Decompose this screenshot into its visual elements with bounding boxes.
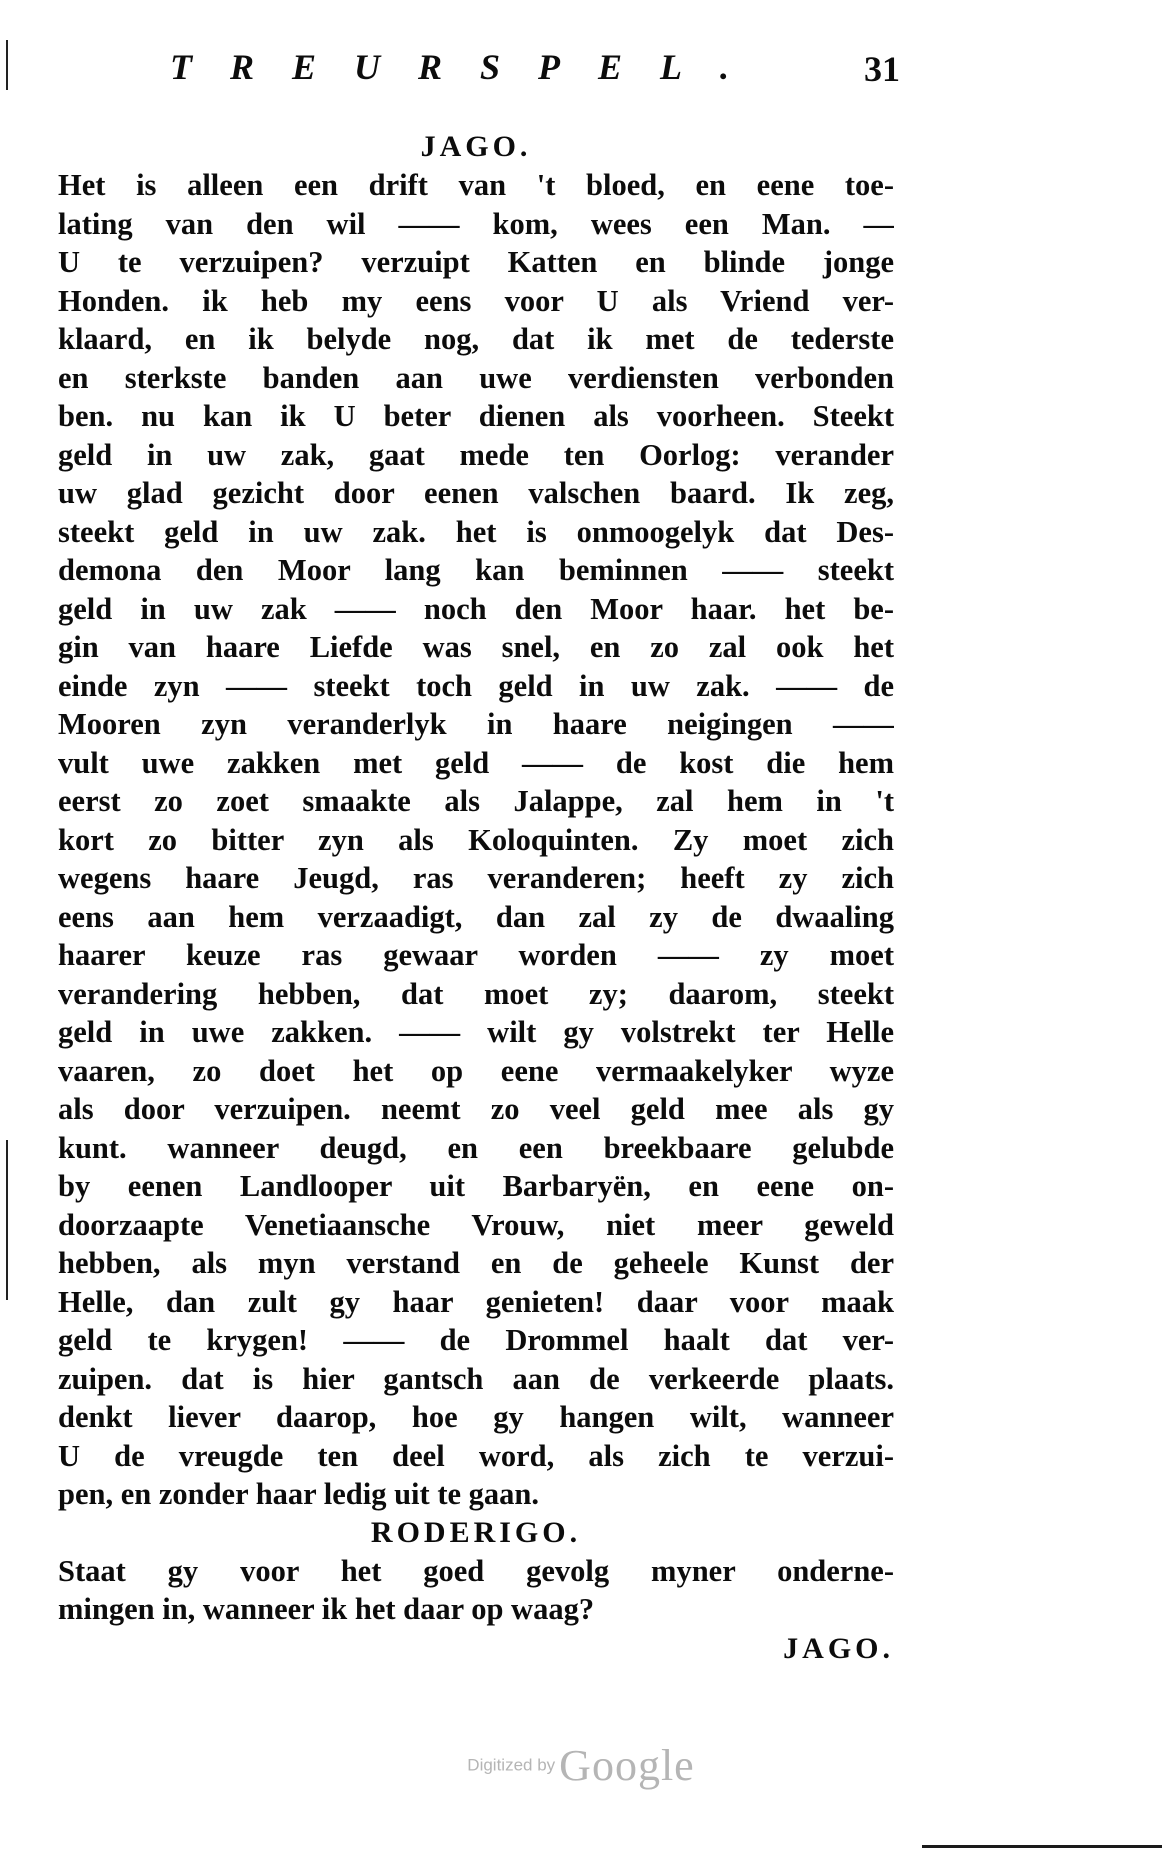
text-line: ben. nu kan ik U beter dienen als voorheen. Steekt bbox=[58, 399, 894, 433]
text-line: verandering hebben, dat moet zy; daarom, steekt bbox=[58, 976, 894, 1011]
text-line: Het is alleen een drift van 't bloed, en eene toe- bbox=[58, 168, 894, 202]
text-line: by eenen Landlooper uit Barbaryën, en eene on- bbox=[58, 1169, 894, 1203]
speaker-name: JAGO. bbox=[420, 130, 532, 163]
text-line: Staat gy voor het goed gevolg myner onderne- bbox=[58, 1553, 894, 1588]
text-line: demona den Moor lang kan beminnen —— steekt bbox=[58, 553, 894, 587]
text-line: eerst zo zoet smaakte als Jalappe, zal hem in 't bbox=[58, 784, 894, 818]
text-line: kort zo bitter zyn als Koloquinten. Zy moet zich bbox=[58, 822, 894, 857]
speech bbox=[58, 166, 894, 1514]
page-number: 31 bbox=[864, 49, 900, 89]
text-line: klaard, en ik belyde nog, dat ik met de tederste bbox=[58, 322, 894, 356]
page-edge-mark bbox=[6, 1140, 8, 1300]
text-line: pen, en zonder haar ledig uit te gaan. bbox=[58, 1477, 539, 1511]
text-line: vaaren, zo doet het op eene vermaakelyker wyze bbox=[58, 1053, 894, 1088]
page-edge-mark bbox=[6, 40, 8, 90]
text-line: geld in uwe zakken. —— wilt gy volstrekt ter Helle bbox=[58, 1015, 894, 1049]
text-line: Honden. ik heb my eens voor U als Vriend ver- bbox=[58, 283, 894, 318]
text-line: U te verzuipen? verzuipt Katten en blinde jonge bbox=[58, 245, 894, 279]
speaker-name: RODERIGO. bbox=[370, 1515, 582, 1549]
text-line: einde zyn —— steekt toch geld in uw zak. —— de bbox=[58, 668, 894, 703]
text-line: denkt liever daarop, hoe gy hangen wilt, wanneer bbox=[58, 1400, 894, 1434]
text-line: wegens haare Jeugd, ras veranderen; heeft zy zich bbox=[58, 861, 894, 895]
running-title: TREURSPEL. bbox=[170, 47, 768, 87]
text-line: gin van haare Liefde was snel, en zo zal ook het bbox=[58, 630, 894, 664]
text-line: Mooren zyn veranderlyk in haare neigingen —— bbox=[58, 707, 894, 741]
text-line: geld te krygen! —— de Drommel haalt dat ver- bbox=[58, 1323, 894, 1357]
watermark-prefix: Digitized by bbox=[467, 1755, 556, 1775]
text-line: lating van den wil —— kom, wees een Man. — bbox=[58, 206, 894, 241]
text-line: vult uwe zakken met geld —— de kost die hem bbox=[58, 745, 894, 780]
text-line: doorzaapte Venetiaansche Vrouw, niet meer geweld bbox=[58, 1207, 894, 1242]
text-line: uw glad gezicht door eenen valschen baard. Ik zeg, bbox=[58, 476, 894, 510]
text-line: zuipen. dat is hier gantsch aan de verkeerde plaats. bbox=[58, 1361, 894, 1396]
text-line: haarer keuze ras gewaar worden —— zy moet bbox=[58, 938, 894, 972]
page-header bbox=[170, 46, 900, 94]
text-line: eens aan hem verzaadigt, dan zal zy de dwaaling bbox=[58, 899, 894, 934]
digitized-watermark bbox=[0, 1740, 1162, 1791]
catchword: JAGO. bbox=[783, 1631, 894, 1665]
text-line: geld in uw zak, gaat mede ten Oorlog: verander bbox=[58, 437, 894, 472]
text-line: U de vreugde ten deel word, als zich te verzui- bbox=[58, 1438, 894, 1473]
play-text bbox=[58, 128, 894, 1669]
text-line: geld in uw zak —— noch den Moor haar. het be- bbox=[58, 591, 894, 626]
text-line: mingen in, wanneer ik het daar op waag? bbox=[58, 1592, 595, 1626]
scan-edge-rule bbox=[922, 1845, 1162, 1848]
speech bbox=[58, 1552, 894, 1629]
google-logo: Google bbox=[559, 1741, 695, 1790]
text-line: en sterkste banden aan uwe verdiensten verbonden bbox=[58, 360, 894, 395]
text-line: hebben, als myn verstand en de geheele Kunst der bbox=[58, 1246, 894, 1280]
text-line: steekt geld in uw zak. het is onmoogelyk dat Des- bbox=[58, 514, 894, 549]
text-line: kunt. wanneer deugd, en een breekbaare gelubde bbox=[58, 1130, 894, 1165]
text-line: Helle, dan zult gy haar genieten! daar voor maak bbox=[58, 1284, 894, 1319]
text-line: als door verzuipen. neemt zo veel geld mee als gy bbox=[58, 1092, 894, 1126]
